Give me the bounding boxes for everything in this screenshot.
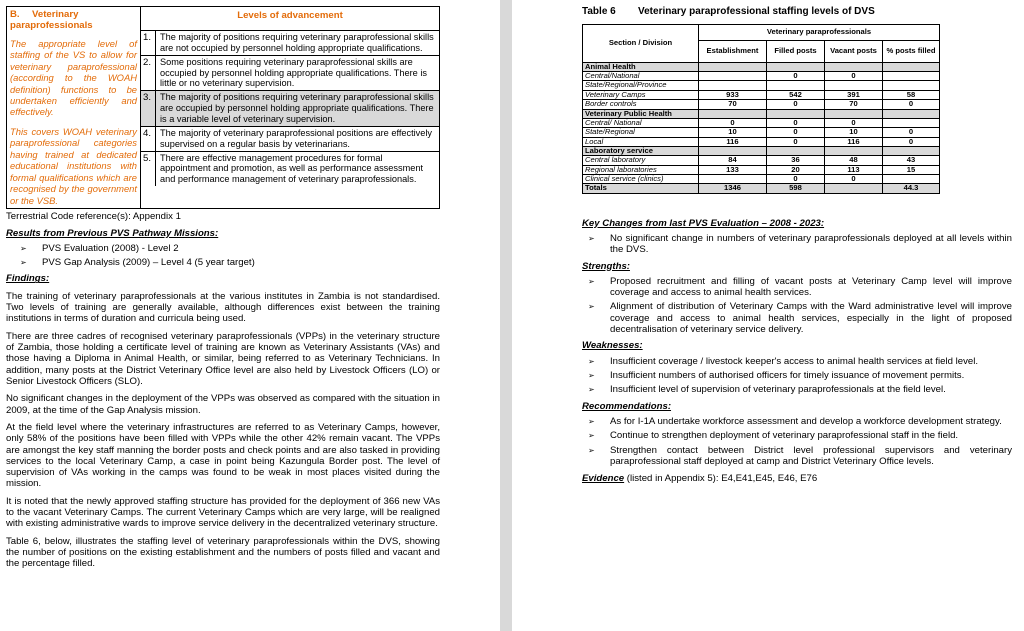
table-cell: 10	[825, 128, 883, 137]
list-item: ➢ Strengthen contact between District level professional supervisors and veterinary paraprofessional staff deployed at camp and District Veterinary Office levels.	[588, 444, 1012, 467]
table-row	[583, 156, 940, 165]
table-cell: 0	[883, 137, 940, 146]
table-cell	[825, 184, 883, 193]
table-row	[583, 174, 940, 183]
weaknesses-heading: Weaknesses:	[582, 340, 643, 352]
col-section: Section / Division	[583, 24, 699, 62]
list-item: ➢ Proposed recruitment and filling of vacant posts at Veterinary Camp level will improve coverage and access to animal health services.	[588, 275, 1012, 299]
arrow-bullet-icon: ➢	[588, 416, 595, 426]
table-cell: 0	[883, 100, 940, 109]
table-cell	[883, 81, 940, 90]
terrestrial-code-ref: Terrestrial Code reference(s): Appendix 1	[6, 211, 181, 223]
paragraph: It is noted that the newly approved staffing structure has provided for the deployment of 366 new VAs to the vacant Veterinary Camps. The current Veterinary Camps which are very large, will be realigned with existing administrative wards to improve service delivery in the decentralized veterinary structure.	[6, 495, 440, 530]
table-cell: 133	[699, 165, 767, 174]
paragraph: At the field level where the veterinary infrastructures are referred to as Veterinary Camps, however, only 58% of the positions have been filled with VPPs while the other 42% remain vacant. The VPPs are amongst the key staff manning the border posts and check points and are also tasked in providing services to the local Veterinary Camp, a case in point being Kazungula Border post. The level of supervision of VAs working in the camps was found to be weak in most places visited during the mission.	[6, 421, 440, 490]
table-cell: 0	[883, 128, 940, 137]
list-item: ➢ Alignment of distribution of Veterinary Camps with the Ward administrative level will improve coverage and access to animal health services, especially in the light of proposed decentralisation of veterinary service delivery.	[588, 301, 1012, 336]
col-vacant: Vacant posts	[825, 40, 883, 62]
table-cell: 0	[767, 100, 825, 109]
row-label: Local	[583, 137, 699, 146]
col-percent: % posts filled	[883, 40, 940, 62]
table-cell: 0	[699, 118, 767, 127]
arrow-bullet-icon: ➢	[588, 371, 595, 381]
key-changes-list	[582, 233, 1012, 256]
col-establishment: Establishment	[699, 40, 767, 62]
key-changes-heading: Key Changes from last PVS Evaluation – 2008 - 2023:	[582, 217, 825, 229]
table-cell	[767, 81, 825, 90]
level-item-current: 3. The majority of positions requiring veterinary paraprofessional skills are occupied by personnel holding appropriate qualifications. There is a variable level of veterinary supervision.	[141, 91, 439, 127]
recommendations-heading: Recommendations:	[582, 400, 672, 412]
page-gutter	[500, 0, 512, 631]
list-item: ➢ Insufficient coverage / livestock keeper's access to animal health services at field level.	[588, 355, 978, 367]
row-label: Clinical service (clinics)	[583, 174, 699, 183]
row-label: Regional laboratories	[583, 165, 699, 174]
levels-header: Levels of advancement	[141, 7, 440, 31]
table-cell: 44.3	[883, 184, 940, 193]
table-cell: 113	[825, 165, 883, 174]
table-cell	[883, 72, 940, 81]
table-cell	[699, 109, 767, 118]
document-page-right	[512, 0, 1024, 631]
row-label: Central laboratory	[583, 156, 699, 165]
paragraph: There are three cadres of recognised veterinary paraprofessionals (VPPs) in the veterinary structure of Zambia, those holding a certificate level of training are known as Veterinary Assistants (VAs) and those having a Diploma in Animal Health, or similar, being referred to as Veterinary Technicians. In addition, many posts at the District Veterinary Office level are also held by Livestock Officers (LO) or Senior Livestock Officers (SLO).	[6, 330, 440, 387]
row-label: Border controls	[583, 100, 699, 109]
table-cell	[699, 81, 767, 90]
table-cell	[883, 62, 940, 71]
table-cell: 542	[767, 90, 825, 99]
table-cell: 20	[767, 165, 825, 174]
table-cell: 0	[767, 137, 825, 146]
table-cell	[767, 109, 825, 118]
level-item: 1. The majority of positions requiring veterinary paraprofessional skills are not occupied by personnel holding appropriate qualifications.	[141, 31, 439, 56]
table-cell	[883, 109, 940, 118]
table-row	[583, 128, 940, 137]
row-label: State/Regional	[583, 128, 699, 137]
section-title: B. Veterinary paraprofessionals	[10, 9, 93, 32]
table-cell	[699, 72, 767, 81]
findings-heading: Findings:	[6, 273, 50, 285]
table-row	[583, 81, 940, 90]
level-item: 4. The majority of veterinary paraprofessional positions are effectively supervised on a regular basis by veterinarians.	[141, 127, 439, 152]
weaknesses-list	[582, 356, 1012, 396]
table-cell: 1346	[699, 184, 767, 193]
table-cell: 84	[699, 156, 767, 165]
list-item: ➢ PVS Evaluation (2008) - Level 2	[20, 242, 179, 254]
arrow-bullet-icon: ➢	[588, 385, 595, 395]
results-heading: Results from Previous PVS Pathway Missions:	[6, 227, 219, 239]
row-label: Veterinary Camps	[583, 90, 699, 99]
row-label: Central/National	[583, 72, 699, 81]
paragraph: The training of veterinary paraprofessionals at the various institutes in Zambia is not standardised. Two levels of training are generally available, although differences exist between the training institutions in terms of duration and curricula being used.	[6, 290, 440, 325]
table-cell: 933	[699, 90, 767, 99]
list-item: ➢ PVS Gap Analysis (2009) – Level 4 (5 year target)	[20, 257, 255, 269]
table-caption: Table 6 Veterinary paraprofessional staffing levels of DVS	[582, 6, 875, 17]
list-item: ➢ As for I-1A undertake workforce assessment and develop a workforce development strategy.	[588, 415, 1002, 427]
level-item: 5. There are effective management procedures for formal appointment and promotion, as well as performance assessment and performance management of veterinary paraprofessionals.	[141, 152, 439, 187]
list-item: ➢ Continue to strengthen deployment of veterinary paraprofessional staff in the field.	[588, 430, 959, 442]
list-item: ➢ No significant change in numbers of veterinary paraprofessionals deployed at all levels within the DVS.	[588, 232, 1012, 256]
table-cell	[699, 62, 767, 71]
levels-list	[141, 31, 440, 209]
totals-row	[583, 184, 940, 193]
recommendations-list	[582, 416, 1012, 467]
table-row	[583, 137, 940, 146]
strengths-list	[582, 276, 1012, 336]
list-item: ➢ Insufficient level of supervision of veterinary paraprofessionals at the field level.	[588, 384, 946, 396]
table-cell: 0	[767, 128, 825, 137]
table-group-row	[583, 109, 940, 118]
arrow-bullet-icon: ➢	[588, 276, 595, 286]
table-cell: 391	[825, 90, 883, 99]
table-cell: 0	[767, 118, 825, 127]
row-label: Totals	[583, 184, 699, 193]
table-cell: 70	[699, 100, 767, 109]
levels-table	[6, 6, 440, 209]
evidence-line: Evidence (listed in Appendix 5): E4,E41,E45, E46, E76	[582, 473, 818, 485]
section-scope: This covers WOAH veterinary paraprofessional categories having trained at dedicated educational institutions with formal qualifications which are recognised by the government or the VSB.	[10, 125, 137, 206]
table-cell: 70	[825, 100, 883, 109]
col-filled: Filled posts	[767, 40, 825, 62]
table-cell: 58	[883, 90, 940, 99]
arrow-bullet-icon: ➢	[20, 243, 27, 253]
row-label: State/Regional/Province	[583, 81, 699, 90]
table-row	[583, 118, 940, 127]
section-description: The appropriate level of staffing of the VS to allow for veterinary paraprofessional (according to the WOAH definition) functions to be undertaken efficiently and effectively.	[10, 37, 137, 118]
levels-section-cell	[7, 7, 141, 209]
table-cell	[825, 81, 883, 90]
table-cell: 0	[767, 72, 825, 81]
table-cell: 0	[825, 174, 883, 183]
col-group: Veterinary paraprofessionals	[699, 24, 940, 40]
table-cell: 0	[825, 72, 883, 81]
row-label: Animal Health	[583, 62, 699, 71]
table-cell: 48	[825, 156, 883, 165]
row-label: Veterinary Public Health	[583, 109, 699, 118]
paragraph: Table 6, below, illustrates the staffing level of veterinary paraprofessionals within the DVS, showing the number of positions on the existing establishment and the numbers of posts filled and vacant and the percentage filled.	[6, 535, 440, 570]
paragraph: No significant changes in the deployment of the VPPs was observed as compared with the situation in 2009, at the time of the Gap Analysis mission.	[6, 393, 440, 416]
staffing-table	[582, 24, 940, 194]
arrow-bullet-icon: ➢	[588, 302, 595, 312]
arrow-bullet-icon: ➢	[20, 258, 27, 268]
table-cell: 0	[767, 174, 825, 183]
row-label: Laboratory service	[583, 146, 699, 155]
table-cell: 43	[883, 156, 940, 165]
document-page-left	[0, 0, 500, 631]
arrow-bullet-icon: ➢	[588, 233, 595, 243]
arrow-bullet-icon: ➢	[588, 445, 595, 455]
row-label: Central/ National	[583, 118, 699, 127]
strengths-heading: Strengths:	[582, 260, 630, 272]
arrow-bullet-icon: ➢	[588, 356, 595, 366]
arrow-bullet-icon: ➢	[588, 431, 595, 441]
level-item: 2. Some positions requiring veterinary paraprofessional skills are occupied by personnel holding appropriate qualifications. There is little or no veterinary supervision.	[141, 56, 439, 92]
table-cell: 15	[883, 165, 940, 174]
table-row	[583, 100, 940, 109]
list-item: ➢ Insufficient numbers of authorised officers for timely issuance of movement permits.	[588, 370, 965, 382]
table-cell: 0	[825, 118, 883, 127]
table-cell: 116	[699, 137, 767, 146]
results-list	[6, 243, 440, 269]
table-cell	[825, 109, 883, 118]
table-cell: 598	[767, 184, 825, 193]
table-cell: 36	[767, 156, 825, 165]
table-cell: 10	[699, 128, 767, 137]
table-cell: 116	[825, 137, 883, 146]
